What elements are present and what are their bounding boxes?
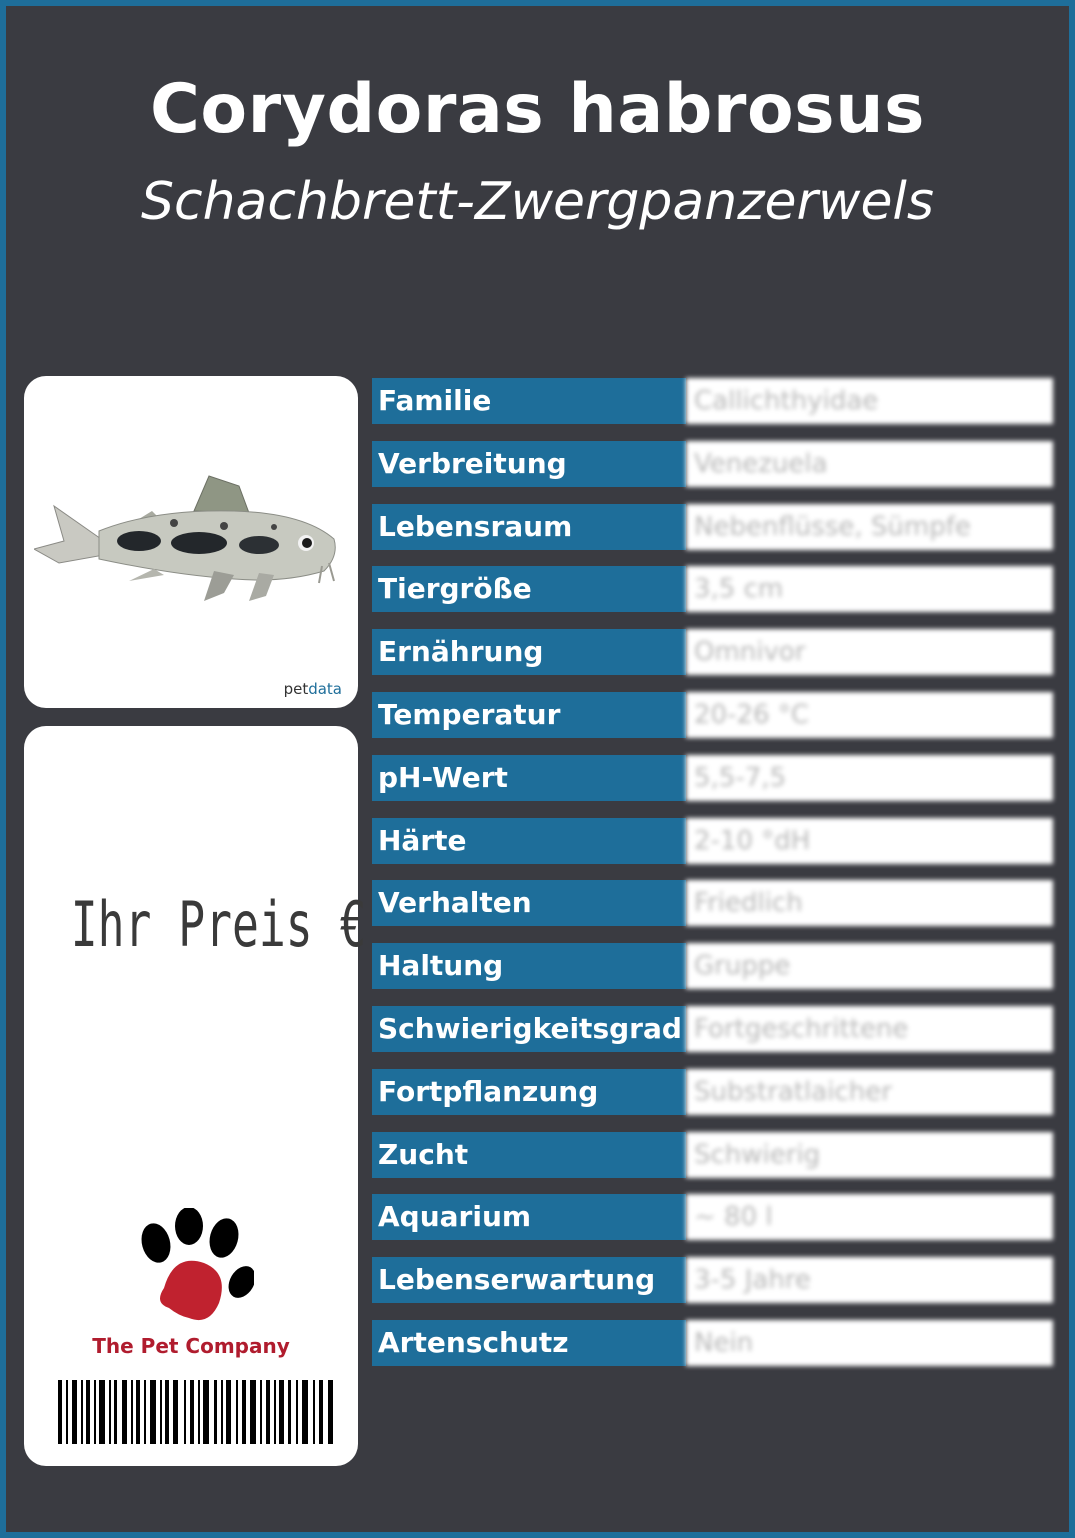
brand-prefix: pet <box>283 680 309 698</box>
fact-row <box>372 1194 1053 1240</box>
fact-value: 3-5 Jahre <box>686 1257 1053 1303</box>
petdata-logo <box>284 680 342 698</box>
fact-row <box>372 566 1053 612</box>
fact-label: Familie <box>372 378 686 424</box>
fact-row <box>372 441 1053 487</box>
fact-value: 20-26 °C <box>686 692 1053 738</box>
fact-label: Härte <box>372 818 686 864</box>
fact-value: Friedlich <box>686 880 1053 926</box>
fact-label: Tiergröße <box>372 566 686 612</box>
fact-value: 2-10 °dH <box>686 818 1053 864</box>
fact-label: Fortpflanzung <box>372 1069 686 1115</box>
fact-label: pH-Wert <box>372 755 686 801</box>
fact-label: Zucht <box>372 1132 686 1178</box>
species-common-name: Schachbrett-Zwergpanzerwels <box>141 172 934 232</box>
fact-value: Fortgeschrittene <box>686 1006 1053 1052</box>
fact-value: Schwierig <box>686 1132 1053 1178</box>
barcode <box>58 1380 334 1444</box>
price-label: Ihr Preis € <box>70 888 367 961</box>
fact-row <box>372 504 1053 550</box>
species-title: Corydoras habrosus <box>149 70 926 149</box>
fact-label: Temperatur <box>372 692 686 738</box>
fact-row <box>372 692 1053 738</box>
fact-value: Gruppe <box>686 943 1053 989</box>
fish-photo <box>34 471 349 611</box>
fact-value: 3,5 cm <box>686 566 1053 612</box>
fact-row <box>372 943 1053 989</box>
fact-label: Haltung <box>372 943 686 989</box>
fact-row <box>372 880 1053 926</box>
fact-row <box>372 1257 1053 1303</box>
fact-value: Substratlaicher <box>686 1069 1053 1115</box>
fact-label: Lebenserwartung <box>372 1257 686 1303</box>
fact-label: Lebensraum <box>372 504 686 550</box>
fact-row <box>372 1006 1053 1052</box>
fact-label: Ernährung <box>372 629 686 675</box>
photo-panel <box>24 376 358 708</box>
fact-value: Omnivor <box>686 629 1053 675</box>
fact-value: ~ 80 l <box>686 1194 1053 1240</box>
fact-label: Schwierigkeitsgrad <box>372 1006 686 1052</box>
fact-value: Nebenflüsse, Sümpfe <box>686 504 1053 550</box>
fact-label: Verbreitung <box>372 441 686 487</box>
fact-row <box>372 378 1053 424</box>
fact-value: Nein <box>686 1320 1053 1366</box>
fact-value: Callichthyidae <box>686 378 1053 424</box>
fact-row <box>372 818 1053 864</box>
fact-label: Aquarium <box>372 1194 686 1240</box>
price-panel <box>24 726 367 1466</box>
paw-logo <box>134 1208 254 1328</box>
company-name: The Pet Company <box>92 1334 290 1358</box>
fact-label: Verhalten <box>372 880 686 926</box>
fact-row <box>372 1320 1053 1366</box>
fact-row <box>372 629 1053 675</box>
fact-label: Artenschutz <box>372 1320 686 1366</box>
fact-row <box>372 1069 1053 1115</box>
brand-suffix: data <box>308 680 342 698</box>
fact-value: 5,5-7,5 <box>686 755 1053 801</box>
fact-value: Venezuela <box>686 441 1053 487</box>
fact-row <box>372 1132 1053 1178</box>
fact-row <box>372 755 1053 801</box>
